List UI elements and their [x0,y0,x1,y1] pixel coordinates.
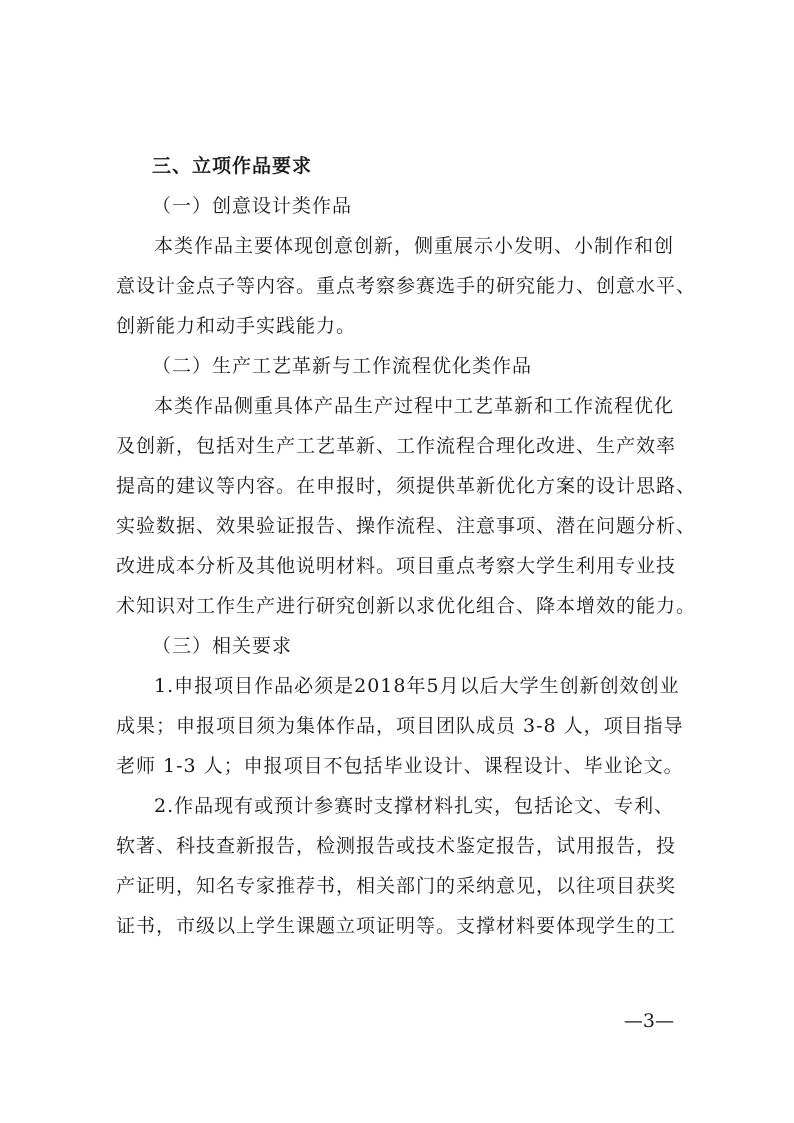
text-line: 及创新，包括对生产工艺革新、工作流程合理化改进、生产效率 [116,435,677,457]
subheading-requirements: （三）相关要求 [152,635,293,657]
paragraph-process-innovation [116,386,696,626]
text-line: 本类作品主要体现创意创新，侧重展示小发明、小制作和创 [154,235,675,257]
text-line: 实验数据、效果验证报告、操作流程、注意事项、潜在问题分析、 [116,515,697,537]
subheading-creative-design: （一）创意设计类作品 [152,195,353,217]
text-line: 成果；申报项目须为集体作品，项目团队成员 3-8 人，项目指导 [116,715,684,737]
text-line: 软著、科技查新报告，检测报告或技术鉴定报告，试用报告，投 [116,835,677,857]
text-line: 老师 1-3 人；申报项目不包括毕业设计、课程设计、毕业论文。 [116,755,684,777]
subheading-process-innovation: （二）生产工艺革新与工作流程优化类作品 [152,355,533,377]
text-line: 2.作品现有或预计参赛时支撑材料扎实，包括论文、专利、 [154,795,675,817]
text-line: 创新能力和动手实践能力。 [116,315,357,337]
page-number: —3— [623,1010,674,1032]
text-line: 改进成本分析及其他说明材料。项目重点考察大学生利用专业技 [116,555,677,577]
text-line: 本类作品侧重具体产品生产过程中工艺革新和工作流程优化 [154,395,675,417]
document-body [116,146,696,946]
text-line: 证书，市级以上学生课题立项证明等。支撑材料要体现学生的工 [116,915,677,937]
text-line: 1.申报项目作品必须是2018年5月以后大学生创新创效创业 [154,675,680,697]
paragraph-requirement-1 [116,666,696,786]
text-line: 意设计金点子等内容。重点考察参赛选手的研究能力、创意水平、 [116,275,697,297]
section-heading: 三、立项作品要求 [152,155,313,177]
text-line: 产证明，知名专家推荐书，相关部门的采纳意见，以往项目获奖 [116,875,677,897]
paragraph-requirement-2 [116,786,696,946]
paragraph-creative-design [116,226,696,346]
text-line: 术知识对工作生产进行研究创新以求优化组合、降本增效的能力。 [116,595,697,617]
text-line: 提高的建议等内容。在申报时，须提供革新优化方案的设计思路、 [116,475,697,497]
